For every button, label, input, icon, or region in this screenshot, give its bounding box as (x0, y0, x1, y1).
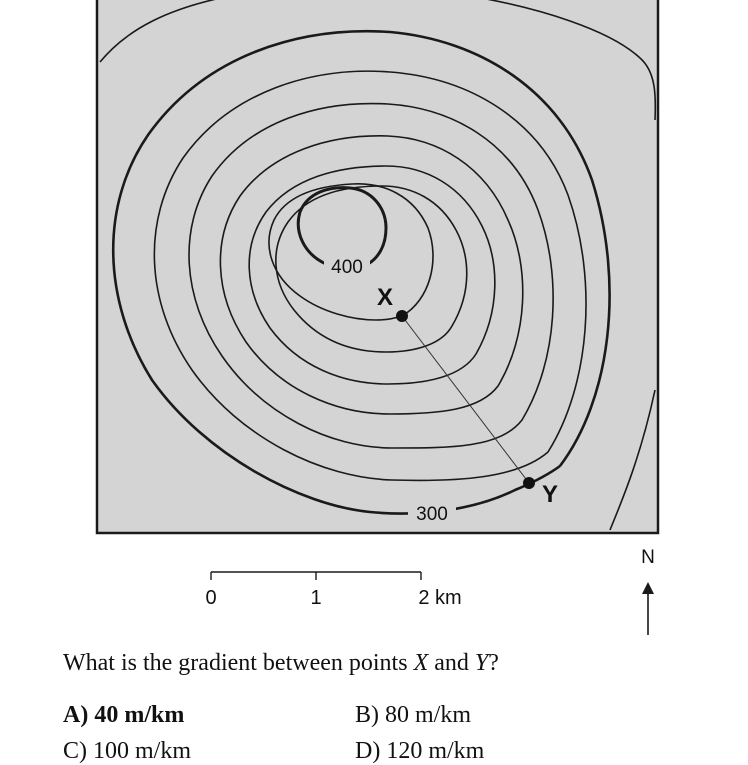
question-suffix: ? (488, 650, 499, 676)
point-x-marker (396, 310, 408, 322)
option-letter: D) (355, 738, 381, 764)
contour-label-300: 300 (416, 504, 448, 525)
scale-tick-0: 0 (205, 587, 217, 609)
scale-tick-1: 1 (310, 587, 322, 609)
north-label: N (641, 547, 655, 568)
option-b[interactable] (355, 702, 471, 729)
option-text: 100 m/km (93, 738, 192, 764)
question-point-x: X (413, 650, 429, 676)
contour-label-400: 400 (331, 257, 363, 278)
north-arrow-icon (642, 582, 654, 635)
option-letter: A) (63, 702, 89, 728)
option-letter: B) (355, 702, 379, 728)
question-mid: and (428, 650, 475, 676)
scale-bar (211, 572, 421, 580)
option-letter: C) (63, 738, 87, 764)
option-d[interactable] (355, 738, 484, 765)
question-point-y: Y (474, 650, 489, 676)
option-text: 40 m/km (94, 702, 185, 728)
point-y-label: Y (542, 481, 559, 508)
option-text: 80 m/km (385, 702, 472, 728)
option-a[interactable] (63, 702, 184, 729)
point-x-label: X (377, 284, 394, 311)
map-frame (97, 0, 658, 533)
point-y-marker (523, 477, 535, 489)
question-prefix: What is the gradient between points (63, 650, 414, 676)
question-text (63, 650, 499, 677)
option-c[interactable] (63, 738, 191, 765)
option-text: 120 m/km (386, 738, 485, 764)
scale-tick-2: 2 km (418, 587, 462, 609)
